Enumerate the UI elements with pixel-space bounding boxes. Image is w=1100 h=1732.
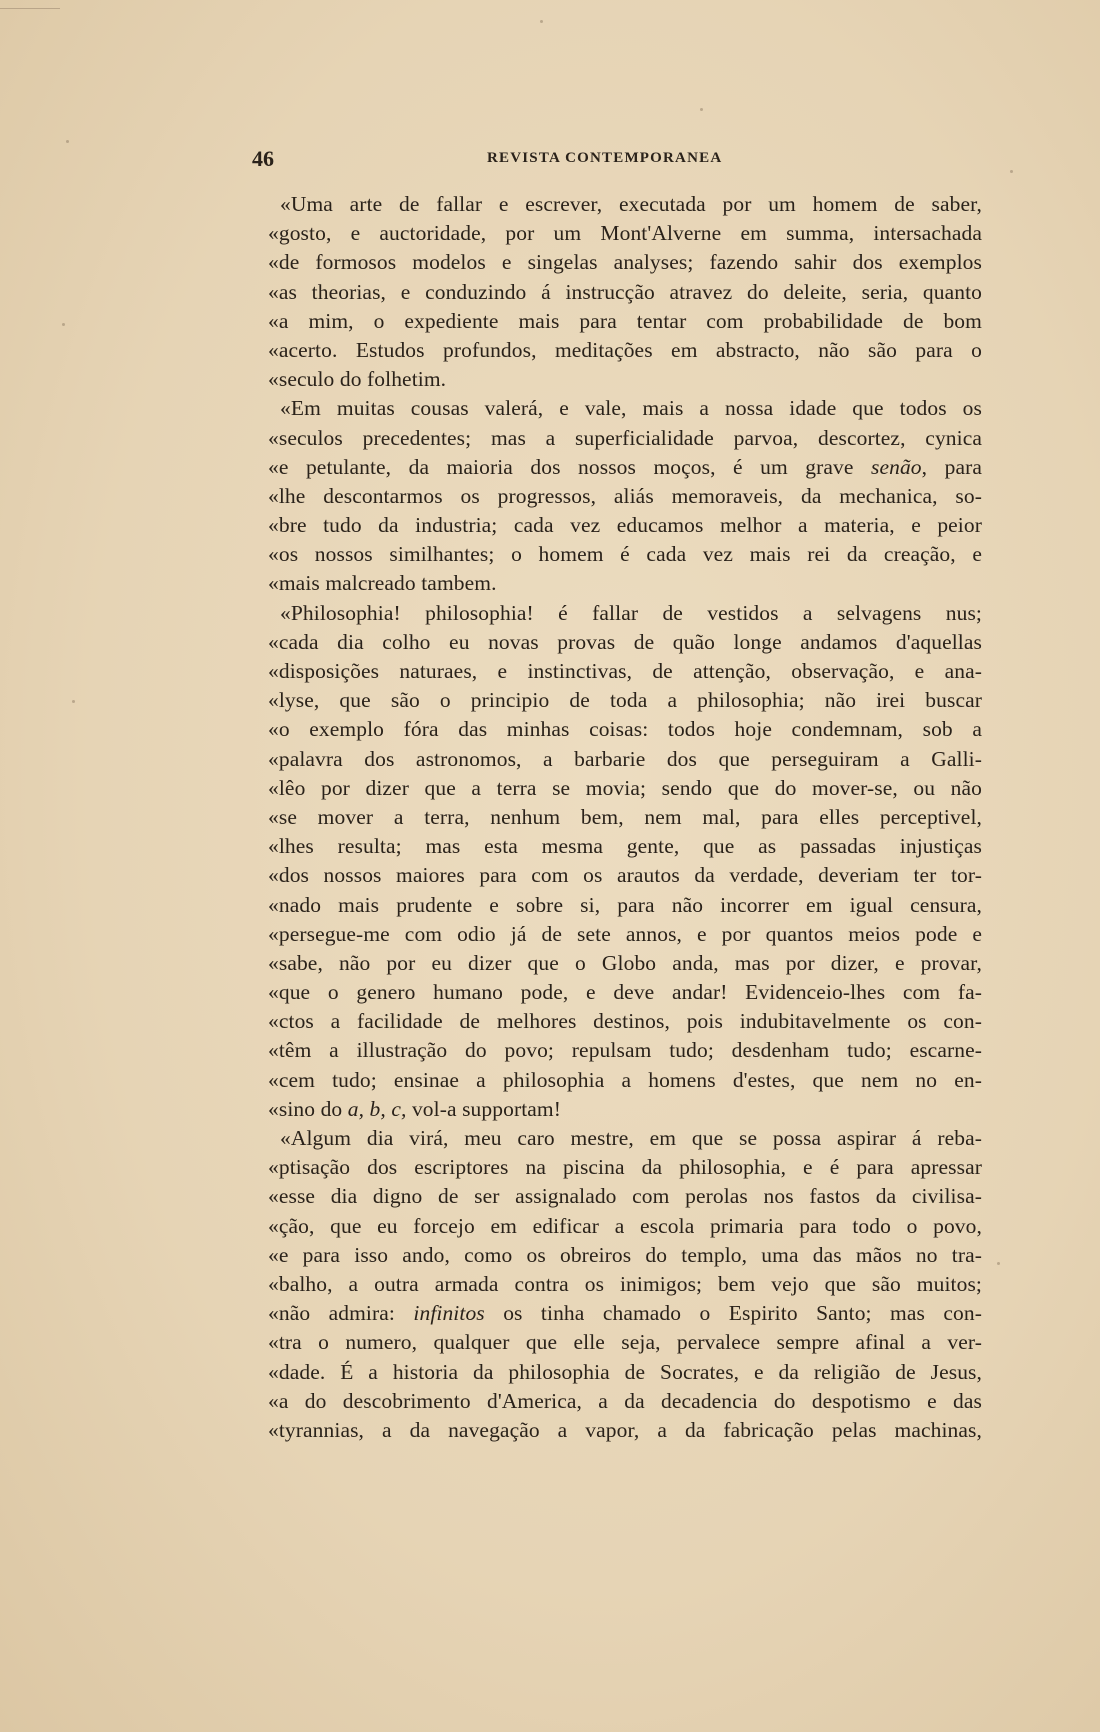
text-line: «de formosos modelos e singelas analyses; fazendo sahir dos exemplos	[268, 250, 982, 275]
text-line: «esse dia digno de ser assignalado com perolas nos fastos da civilisa-	[268, 1184, 982, 1209]
text-line: «bre tudo da industria; cada vez educamos melhor a materia, e peior	[268, 513, 982, 538]
text-line: «seculos precedentes; mas a superficialidade parvoa, descortez, cynica	[268, 425, 982, 450]
italic-word: infinitos	[413, 1301, 485, 1326]
running-title: REVISTA CONTEMPORANEA	[487, 150, 723, 166]
text-line: «não admira: infinitos os tinha chamado o Espirito Santo; mas con-	[268, 1301, 982, 1326]
text-line: «palavra dos astronomos, a barbarie dos que perseguiram a Galli-	[268, 746, 982, 771]
text-line: «ctos a facilidade de melhores destinos, pois indubitavelmente os con-	[268, 1009, 982, 1034]
page-edge-mark	[0, 8, 60, 9]
text-line: «Uma arte de fallar e escrever, executada por um homem de saber,	[280, 192, 982, 216]
text-line: «mais malcreado tambem.	[268, 571, 497, 596]
italic-word: senão	[870, 454, 922, 479]
text-line: «e para isso ando, como os obreiros do templo, uma das mãos no tra-	[268, 1242, 982, 1267]
running-header	[252, 146, 972, 172]
text-line: «se mover a terra, nenhum bem, nem mal, para elles perceptivel,	[268, 804, 982, 829]
text-line: «sino do a, b, c, vol-a supportam!	[268, 1096, 562, 1121]
text-line: «as theorias, e conduzindo á instrucção atravez do deleite, seria, quanto	[268, 279, 982, 304]
text-line: «sabe, não por eu dizer que o Globo anda, mas por dizer, e provar,	[268, 950, 982, 975]
text-line: «têm a illustração do povo; repulsam tudo; desdenham tudo; escarne-	[268, 1038, 982, 1063]
text-line: «disposições naturaes, e instinctivas, de attenção, observação, e ana-	[268, 659, 982, 683]
text-line: «acerto. Estudos profundos, meditações em abstracto, não são para o	[268, 337, 982, 362]
text-line: «lêo por dizer que a terra se movia; sendo que do mover-se, ou não	[268, 775, 982, 800]
text-line: «Philosophia! philosophia! é fallar de vestidos a selvagens nus;	[280, 600, 982, 625]
text-line: «Em muitas cousas valerá, e vale, mais a nossa idade que todos os	[280, 396, 982, 421]
text-line: «dade. É a historia da philosophia de Socrates, e da religião de Jesus,	[268, 1359, 982, 1384]
text-line: «os nossos similhantes; o homem é cada vez mais rei da creação, e	[268, 542, 982, 567]
text-line: «a do descobrimento d'America, a da decadencia do despotismo e das	[268, 1388, 982, 1413]
text-line: «cem tudo; ensinae a philosophia a homens d'estes, que nem no en-	[268, 1067, 982, 1092]
text-line: «ção, que eu forcejo em edificar a escola primaria para todo o povo,	[268, 1213, 982, 1238]
text-line: «seculo do folhetim.	[268, 367, 447, 392]
text-line: «que o genero humano pode, e deve andar! Evidenceio-lhes com fa-	[268, 980, 982, 1005]
text-line: «lhes resulta; mas esta mesma gente, que as passadas injustiças	[268, 834, 982, 859]
text-line: «lyse, que são o principio de toda a philosophia; não irei buscar	[268, 688, 982, 713]
text-line: «dos nossos maiores para com os arautos da verdade, deveriam ter tor-	[268, 863, 982, 888]
text-line: «a mim, o expediente mais para tentar com probabilidade de bom	[268, 308, 982, 333]
text-line: «nado mais prudente e sobre si, para não incorrer em igual censura,	[268, 892, 982, 917]
text-line: «ptisação dos escriptores na piscina da philosophia, e é para apressar	[268, 1155, 982, 1180]
text-line: «Algum dia virá, meu caro mestre, em que se possa aspirar á reba-	[280, 1126, 982, 1150]
text-line: «cada dia colho eu novas provas de quão longe andamos d'aquellas	[268, 629, 982, 654]
text-line: «tyrannias, a da navegação a vapor, a da fabricação pelas machinas,	[268, 1417, 982, 1442]
text-line: «e petulante, da maioria dos nossos moços, é um grave senão, para	[268, 454, 982, 479]
italic-word: a, b, c,	[347, 1096, 407, 1121]
page-number: 46	[252, 146, 274, 171]
body-text	[268, 190, 982, 1445]
text-line: «balho, a outra armada contra os inimigos; bem vejo que são muitos;	[268, 1271, 982, 1296]
text-line: «gosto, e auctoridade, por um Mont'Alverne em summa, intersachada	[268, 221, 982, 246]
text-line: «lhe descontarmos os progressos, aliás memoraveis, da mechanica, so-	[268, 483, 982, 508]
text-line: «o exemplo fóra das minhas coisas: todos hoje condemnam, sob a	[268, 717, 982, 742]
text-line: «persegue-me com odio já de sete annos, e por quantos meios pode e	[268, 921, 982, 946]
text-line: «tra o numero, qualquer que elle seja, pervalece sempre afinal a ver-	[268, 1330, 982, 1355]
